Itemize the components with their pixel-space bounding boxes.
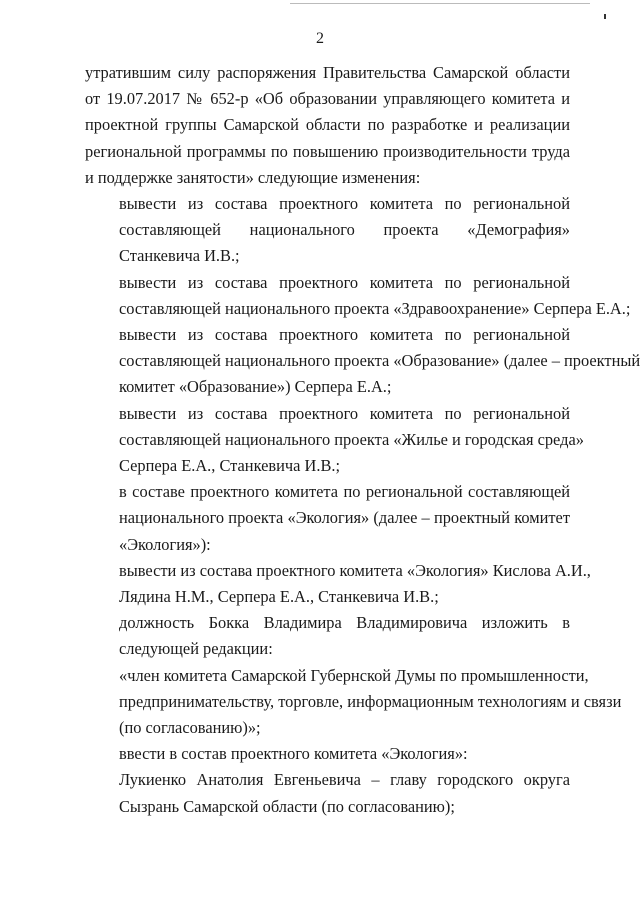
paragraph bbox=[85, 479, 570, 558]
paragraph bbox=[85, 401, 584, 480]
document-body bbox=[85, 60, 640, 820]
text-line: составляющей национального проекта «Демография» bbox=[119, 220, 570, 240]
text-line: должность Бокка Владимира Владимировича изложить в bbox=[119, 613, 570, 633]
text-line: «член комитета Самарской Губернской Думы по промышленности, bbox=[119, 665, 589, 685]
text-line: Лядина Н.М., Серпера Е.А., Станкевича И.В.; bbox=[119, 587, 439, 607]
text-line: предпринимательству, торговле, информационным технологиям и связи bbox=[119, 691, 622, 711]
text-line: в составе проектного комитета по региональной составляющей bbox=[119, 482, 570, 502]
text-line: вывести из состава проектного комитета «Экология» Кислова А.И., bbox=[119, 560, 591, 580]
text-line: утратившим силу распоряжения Правительства Самарской области bbox=[85, 63, 570, 82]
text-line: ввести в состав проектного комитета «Экология»: bbox=[119, 744, 468, 764]
page-number: 2 bbox=[316, 30, 324, 47]
paragraph bbox=[85, 741, 570, 767]
text-line: (по согласованию)»; bbox=[119, 718, 261, 738]
text-line: от 19.07.2017 № 652-р «Об образовании управляющего комитета и bbox=[85, 89, 570, 109]
paragraph bbox=[85, 663, 622, 742]
text-line: следующей редакции: bbox=[119, 639, 273, 659]
text-line: вывести из состава проектного комитета по региональной bbox=[119, 272, 570, 292]
text-line: комитет «Образование») Серпера Е.А.; bbox=[119, 377, 392, 397]
text-line: вывести из состава проектного комитета по региональной bbox=[119, 194, 570, 214]
paragraph bbox=[85, 558, 591, 610]
paragraph bbox=[85, 610, 570, 662]
text-line: составляющей национального проекта «Образование» (далее – проектный bbox=[119, 351, 640, 371]
text-line: «Экология»): bbox=[119, 534, 211, 554]
text-line: Серпера Е.А., Станкевича И.В.; bbox=[119, 456, 341, 476]
paragraph bbox=[85, 191, 570, 270]
paragraph bbox=[85, 767, 570, 819]
paragraph bbox=[85, 322, 640, 401]
text-line: составляющей национального проекта «Здравоохранение» Серпера Е.А.; bbox=[119, 298, 631, 318]
text-line: вывести из состава проектного комитета по региональной bbox=[119, 325, 570, 345]
paragraph bbox=[85, 60, 570, 191]
text-line: Лукиенко Анатолия Евгеньевича – главу городского округа bbox=[119, 770, 570, 790]
text-line: национального проекта «Экология» (далее – проектный комитет bbox=[119, 508, 570, 528]
paragraph bbox=[85, 270, 631, 322]
scan-speck bbox=[290, 3, 590, 4]
text-line: Станкевича И.В.; bbox=[119, 246, 240, 266]
text-line: Сызрань Самарской области (по согласованию); bbox=[119, 796, 455, 816]
text-line: и поддержке занятости» следующие изменения: bbox=[85, 167, 421, 187]
text-line: проектной группы Самарской области по разработке и реализации bbox=[85, 115, 570, 135]
text-line: вывести из состава проектного комитета по региональной bbox=[119, 403, 570, 423]
text-line: региональной программы по повышению производительности труда bbox=[85, 141, 570, 161]
scan-speck bbox=[604, 14, 606, 19]
text-line: составляющей национального проекта «Жилье и городская среда» bbox=[119, 429, 584, 449]
